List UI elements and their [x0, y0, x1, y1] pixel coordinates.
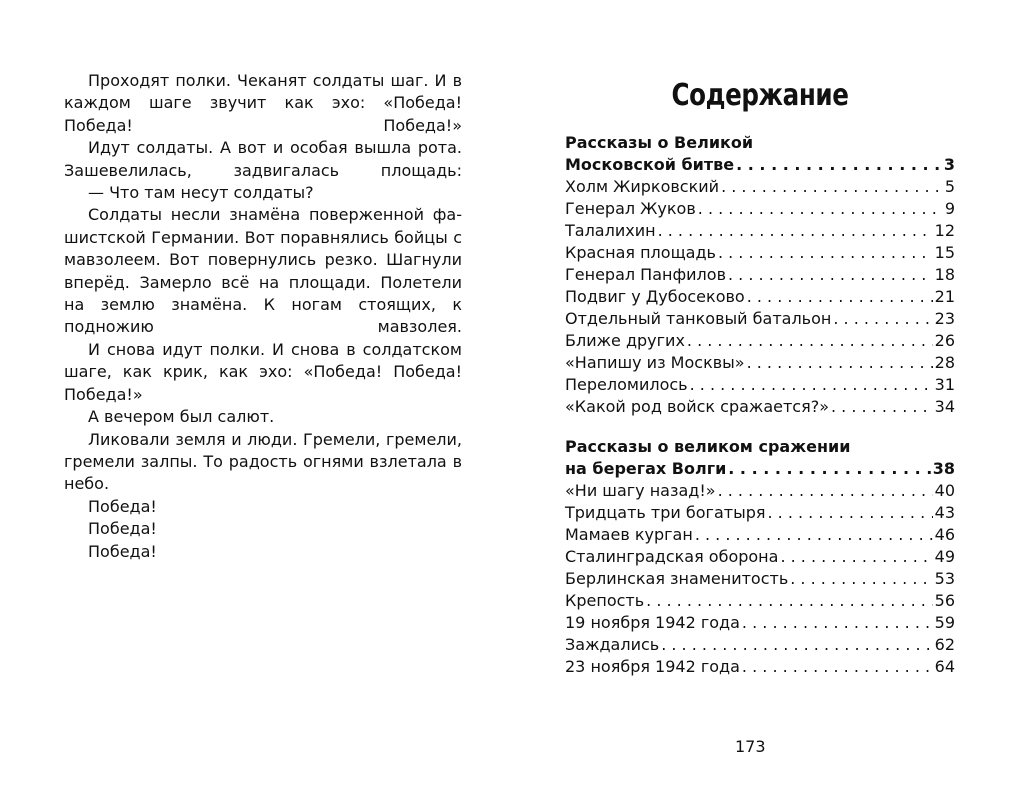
page-ref: 40 [934, 481, 955, 500]
page-ref: 43 [934, 503, 955, 522]
paragraph: Ликовали земля и люди. Гремели, гремели, гремели залпы. То радость огнями взлетала в небо. [64, 429, 462, 494]
section-heading: Рассказы о великом сражении [565, 437, 851, 456]
toc-entry-title: Мамаев курган [565, 525, 693, 544]
toc-entry [565, 480, 955, 502]
toc-entry-title: Генерал Жуков [565, 199, 696, 218]
paragraph: Победа! [88, 541, 157, 561]
toc-entry [565, 176, 955, 198]
section-heading-row [565, 458, 955, 480]
toc-entry [565, 502, 955, 524]
toc-entry-title: Подвиг у Дубосеково [565, 287, 745, 306]
dot-leader [780, 546, 932, 568]
toc-entry [565, 396, 955, 418]
toc-entry-title: «Какой род войск сражается?» [565, 397, 829, 416]
dot-leader [833, 308, 932, 330]
dot-leader [767, 502, 932, 524]
toc-entry-title: «Ни шагу назад!» [565, 481, 716, 500]
toc-entry-title: Сталинградская оборона [565, 547, 779, 566]
toc-entry-title: Холм Жирковский [565, 177, 720, 196]
page-ref: 49 [934, 547, 955, 566]
dot-leader [687, 330, 933, 352]
page-ref: 23 [934, 309, 955, 328]
dot-leader [718, 242, 933, 264]
section-heading-row [565, 154, 955, 176]
dot-leader [646, 590, 932, 612]
page-ref: 53 [934, 569, 955, 588]
toc-entry-title: Красная площадь [565, 243, 716, 262]
left-page-text [64, 70, 462, 563]
toc-entry-title: «Напишу из Москвы» [565, 353, 745, 372]
toc-section-volga [565, 436, 955, 678]
toc-entry-title: Генерал Панфилов [565, 265, 726, 284]
toc-entry [565, 330, 955, 352]
toc-entry-title: Переломилось [565, 375, 688, 394]
paragraph: Проходят полки. Чеканят солдаты шаг. И в каждом шаге звучит как эхо: «Победа! Победа! Победа!» [64, 71, 462, 135]
toc-entry-title: Крепость [565, 591, 645, 610]
toc-entry-title: Отдельный танковый батальон [565, 309, 832, 328]
toc-entry [565, 264, 955, 286]
toc-entry-title: Ближе других [565, 331, 685, 350]
dot-leader [718, 480, 933, 502]
page-ref: 38 [932, 459, 955, 478]
dot-leader [790, 568, 932, 590]
page-ref: 9 [944, 199, 955, 218]
toc-entry [565, 198, 955, 220]
toc-section-moscow [565, 132, 955, 418]
dot-leader [721, 176, 943, 198]
toc-entry-title: Берлинская знаменитость [565, 569, 789, 588]
toc-entry [565, 242, 955, 264]
toc-entry-title: 23 ноября 1942 года [565, 657, 740, 676]
paragraph: Победа! [88, 496, 157, 516]
page-ref: 3 [943, 155, 955, 174]
toc-entry [565, 634, 955, 656]
page-ref: 56 [934, 591, 955, 610]
dot-leader [831, 396, 933, 418]
page-ref: 21 [934, 287, 955, 306]
section-heading: Рассказы о Великой [565, 133, 754, 152]
toc-entry [565, 286, 955, 308]
paragraph: — Что там несут солдаты? [88, 183, 314, 203]
toc-title: Содержание [671, 78, 849, 113]
toc-entry [565, 374, 955, 396]
page-ref: 46 [934, 525, 955, 544]
page-number: 173 [735, 737, 766, 756]
toc-entry [565, 352, 955, 374]
page-ref: 15 [934, 243, 955, 262]
toc-entry [565, 656, 955, 678]
toc-entry-title: Тридцать три богатыря [565, 503, 766, 522]
dot-leader [728, 458, 930, 480]
dot-leader [747, 286, 933, 308]
section-heading: Московской битве [565, 155, 735, 174]
toc-entry [565, 308, 955, 330]
page-ref: 28 [934, 353, 955, 372]
page-ref: 18 [934, 265, 955, 284]
page-ref: 62 [934, 635, 955, 654]
dot-leader [661, 634, 932, 656]
paragraph: Идут солдаты. А вот и особая вышла рота. Зашевелилась, задвигалась площадь: [64, 138, 462, 180]
dot-leader [747, 352, 933, 374]
page-ref: 34 [934, 397, 955, 416]
dot-leader [698, 198, 943, 220]
paragraph: Победа! [88, 519, 157, 539]
toc-entry-title: Талалихин [565, 221, 656, 240]
toc-entry [565, 612, 955, 634]
toc-entry [565, 568, 955, 590]
page-ref: 31 [934, 375, 955, 394]
section-heading: на берегах Волги [565, 459, 727, 478]
toc-entry [565, 524, 955, 546]
dot-leader [658, 220, 933, 242]
page-ref: 5 [944, 177, 955, 196]
dot-leader [728, 264, 933, 286]
toc-entry-title: 19 ноября 1942 года [565, 613, 740, 632]
toc-entry [565, 220, 955, 242]
page-ref: 12 [934, 221, 955, 240]
dot-leader [695, 524, 933, 546]
paragraph: И снова идут полки. И снова в солдатском шаге, как крик, как эхо: «Победа! Победа! Победа!» [64, 339, 462, 404]
dot-leader [690, 374, 933, 396]
paragraph: Солдаты несли знамёна поверженной фашистской Германии. Вот поравнялись бойцы с мавзолеем. Вот повернулись резко. Шагнули вперёд. Замерло всё на площади. Полетели на землю знамёна. К ногам стоящих, к подножию мавзолея. [64, 205, 462, 337]
toc-entry-title: Заждались [565, 635, 660, 654]
toc-entry [565, 590, 955, 612]
dot-leader [736, 154, 942, 176]
paragraph: А вечером был салют. [88, 407, 275, 427]
page-ref: 59 [934, 613, 955, 632]
table-of-contents [565, 70, 955, 678]
toc-entry [565, 546, 955, 568]
page-ref: 64 [934, 657, 955, 676]
page-ref: 26 [934, 331, 955, 350]
dot-leader [742, 612, 933, 634]
dot-leader [742, 656, 933, 678]
